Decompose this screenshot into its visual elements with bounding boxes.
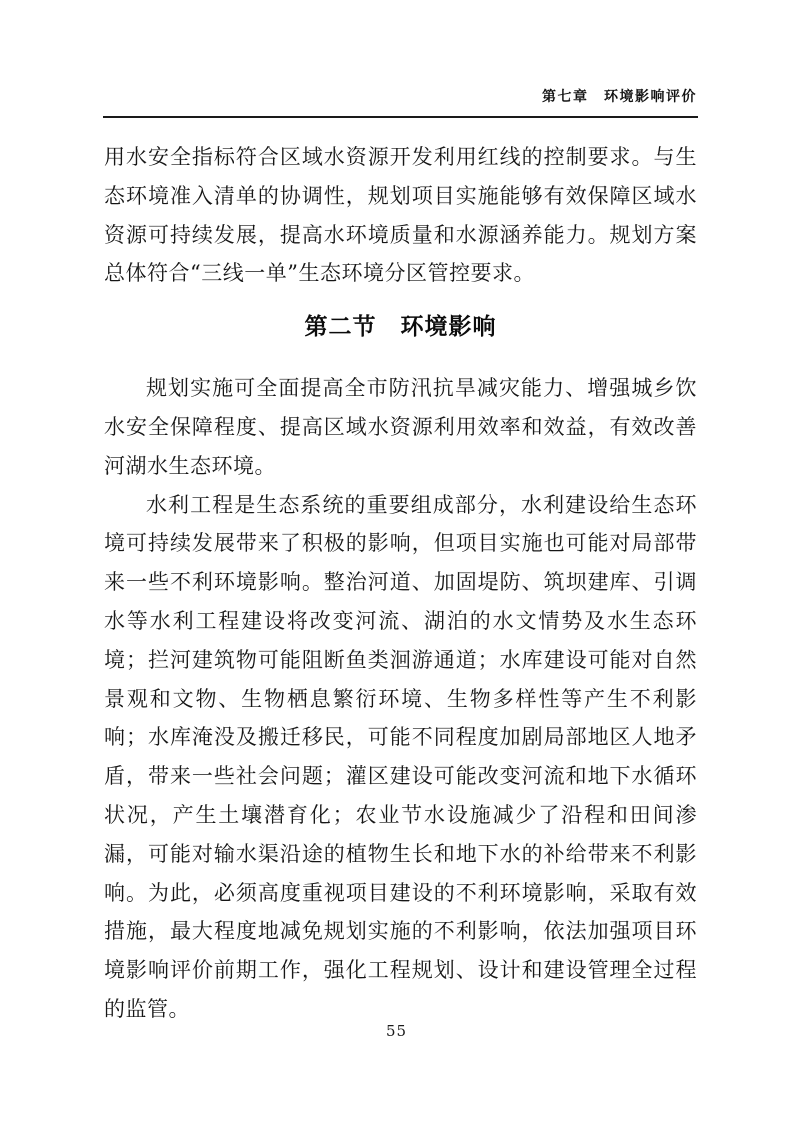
chapter-header-label: 第七章 环境影响评价 — [542, 89, 697, 105]
page-footer — [0, 1022, 793, 1040]
paragraph-water-safety: 用水安全指标符合区域水资源开发利用红线的控制要求。与生态环境准入清单的协调性，规划项目实施能够有效保障区域水资源可持续发展，提高水环境质量和水源涵养能力。规划方案总体符合“三线一单”生态环境分区管控要求。 — [104, 145, 697, 286]
page-header — [104, 86, 697, 106]
header-divider-line — [103, 116, 698, 118]
document-body — [104, 138, 697, 1029]
paragraph-environment-impacts: 水利工程是生态系统的重要组成部分，水利建设给生态环境可持续发展带来了积极的影响，但项目实施也可能对局部带来一些不利环境影响。整治河道、加固堤防、筑坝建库、引调水等水利工程建设将改变河流、湖泊的水文情势及水生态环境；拦河建筑物可能阻断鱼类洄游通道；水库建设可能对自然景观和文物、生物栖息繁衍环境、生物多样性等产生不利影响；水库淹没及搬迁移民，可能不同程度加剧局部地区人地矛盾，带来一些社会问题；灌区建设可能改变河流和地下水循环状况，产生土壤潜育化；农业节水设施减少了沿程和田间渗漏，可能对输水渠沿途的植物生长和地下水的补给带来不利影响。为此，必须高度重视项目建设的不利环境影响，采取有效措施，最大程度地减免规划实施的不利影响，依法加强项目环境影响评价前期工作，强化工程规划、设计和建设管理全过程的监管。 — [104, 492, 697, 1021]
page-number: 55 — [385, 1022, 408, 1040]
paragraph-plan-benefits: 规划实施可全面提高全市防汛抗旱减灾能力、增强城乡饮水安全保障程度、提高区域水资源利用效率和效益，有效改善河湖水生态环境。 — [104, 376, 697, 478]
section-heading: 第二节 环境影响 — [304, 313, 497, 341]
